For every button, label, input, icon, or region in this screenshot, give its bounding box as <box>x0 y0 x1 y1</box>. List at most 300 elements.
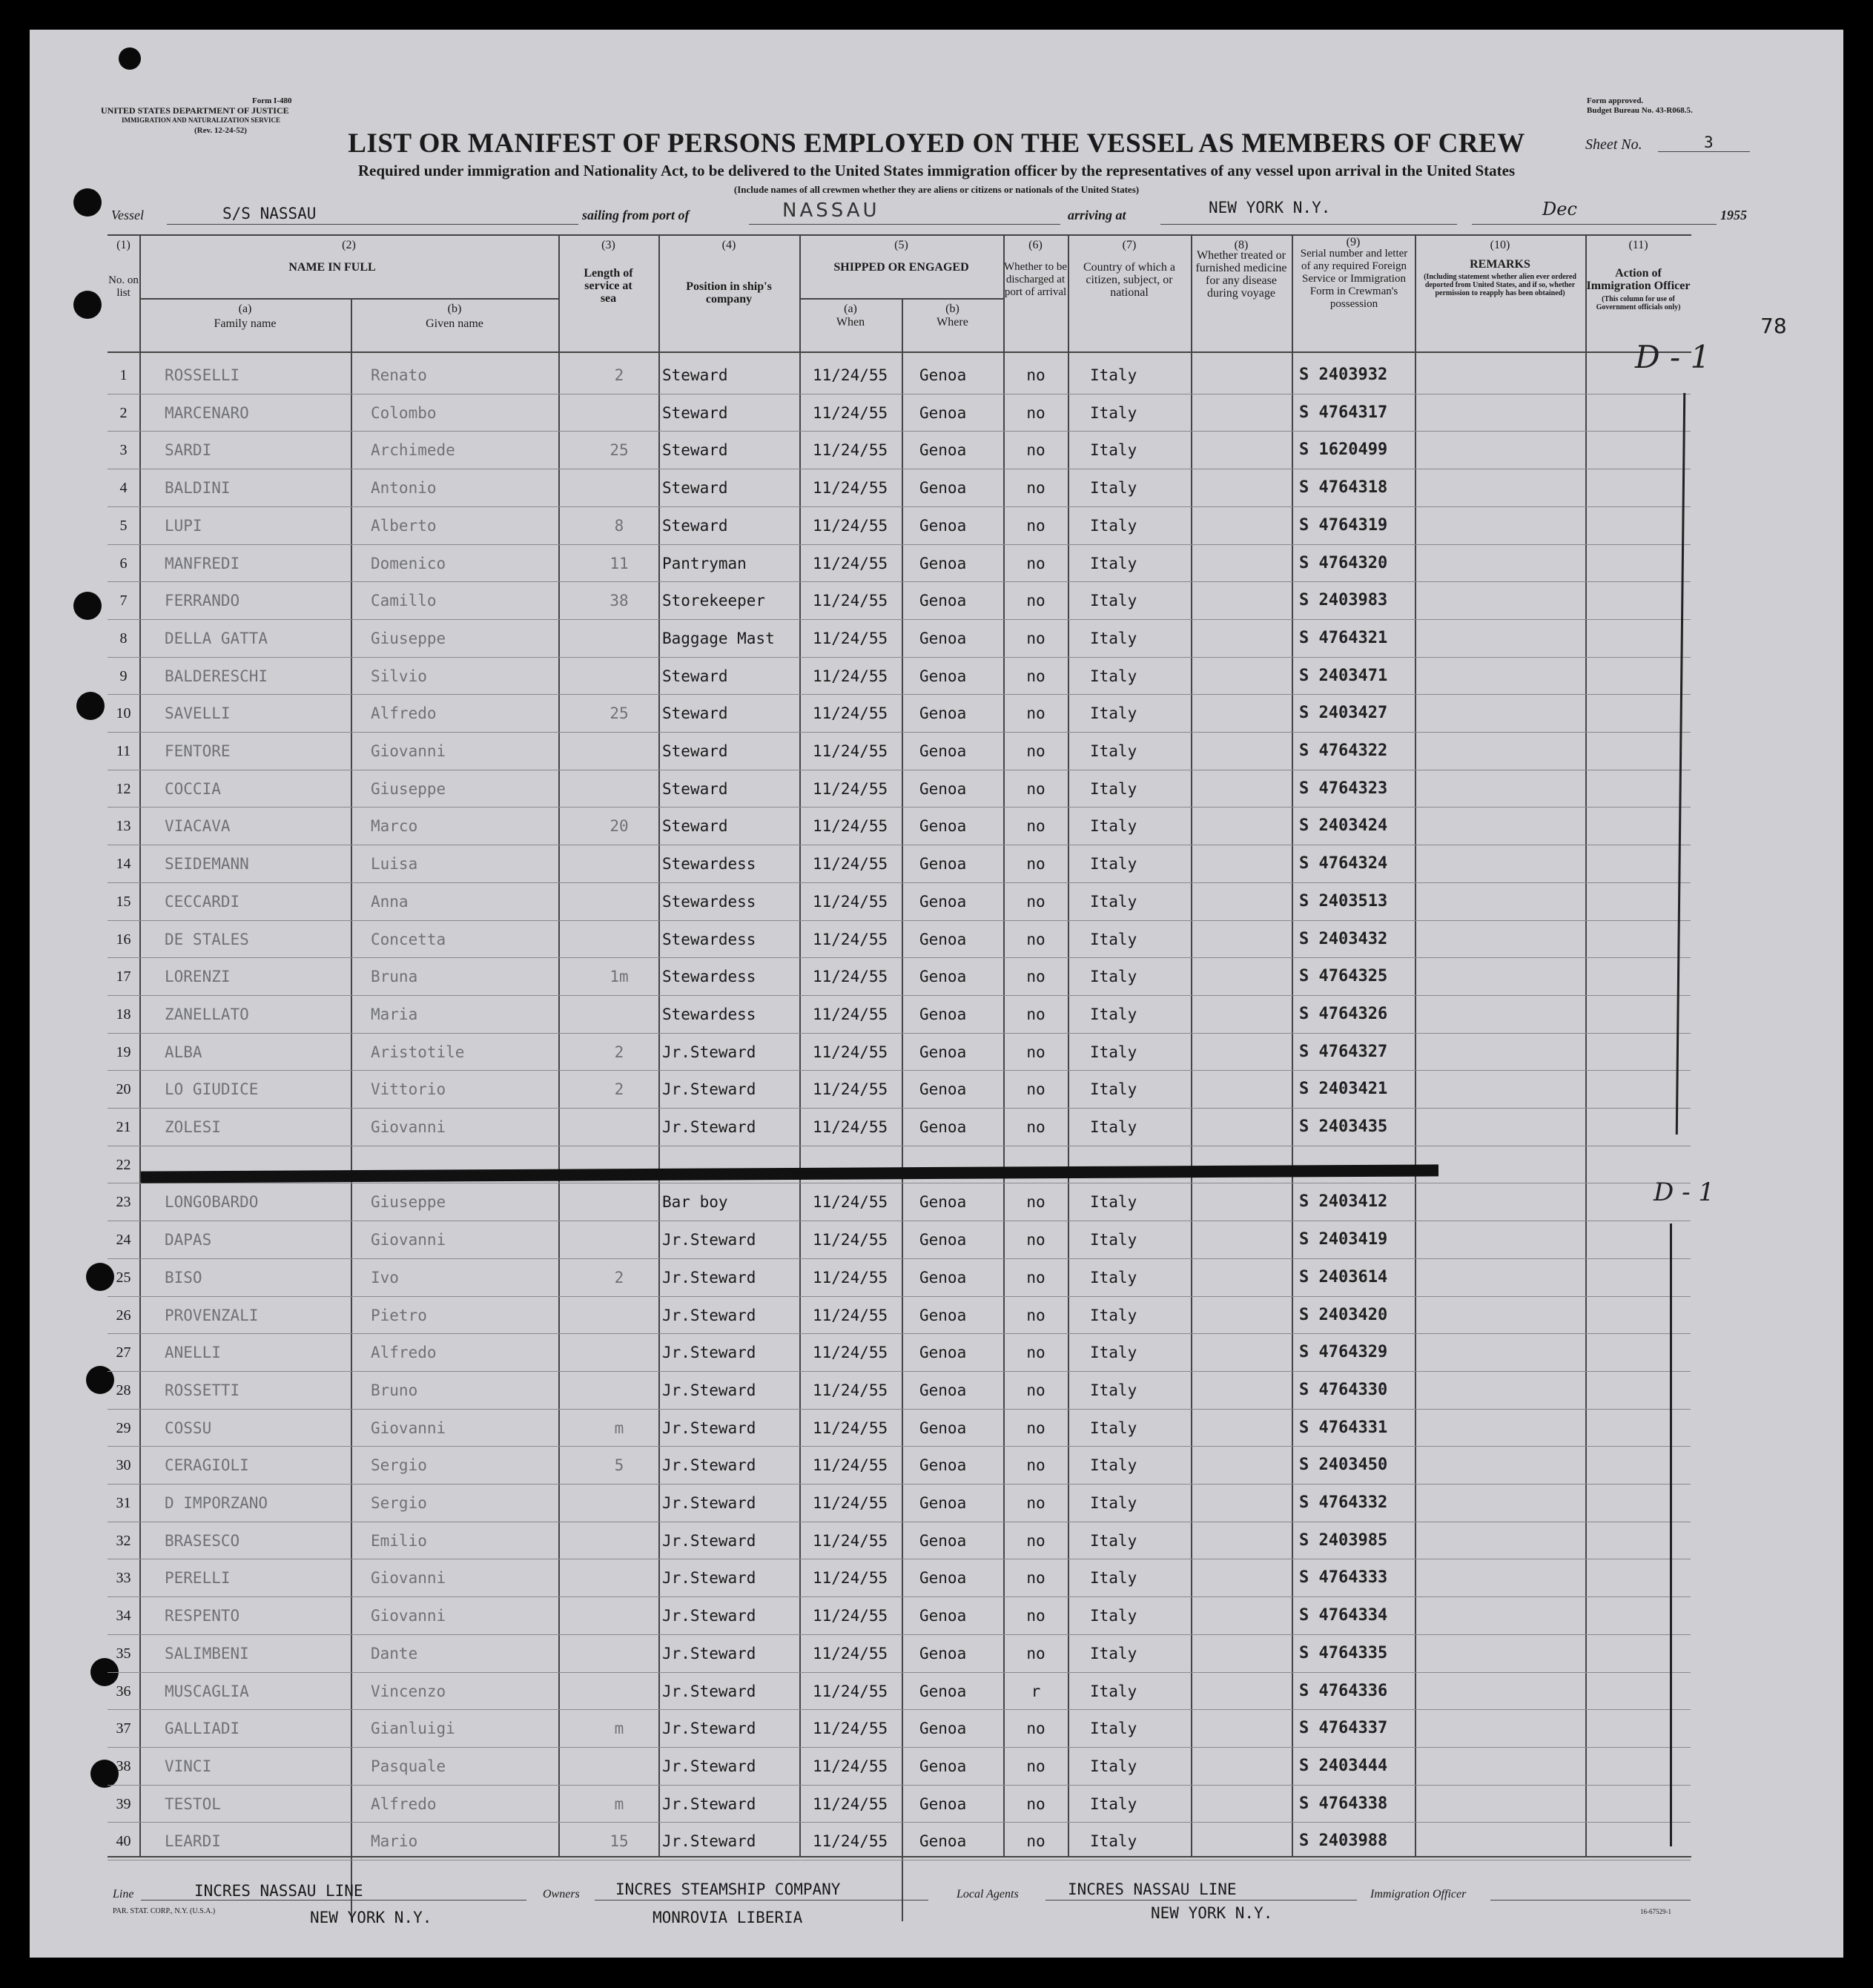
cell-family: LEARDI <box>165 1832 221 1851</box>
cell-where: Genoa <box>919 366 967 384</box>
cell-position: Jr.Steward <box>662 1118 756 1136</box>
cell-country: Italy <box>1090 366 1137 384</box>
cell-serial: S 2403988 <box>1299 1832 1388 1851</box>
cell-discharged: no <box>1026 1644 1045 1662</box>
cell-discharged: no <box>1026 1531 1045 1550</box>
agents-name: INCRES NASSAU LINE <box>1068 1880 1237 1898</box>
cell-family: D IMPORZANO <box>165 1494 268 1512</box>
cell-country: Italy <box>1090 1757 1137 1775</box>
cell-when: 11/24/55 <box>813 366 888 384</box>
cell-serial: S 4764336 <box>1299 1682 1388 1700</box>
cell-serial: S 4764319 <box>1299 516 1388 535</box>
cell-no: 16 <box>116 931 131 948</box>
cell-serial: S 4764322 <box>1299 742 1388 760</box>
row-separator <box>108 1596 1691 1597</box>
row-separator <box>108 657 1691 658</box>
cell-position: Jr.Steward <box>662 1306 756 1324</box>
cell-where: Genoa <box>919 479 967 498</box>
owners-name: INCRES STEAMSHIP COMPANY <box>615 1880 841 1898</box>
subtitle: Required under immigration and Nationality Act, to be delivered to the United States immigration officer by the representatives of any vessel upon arrival in the United States <box>357 162 1516 179</box>
col7-header: Country of which a citizen, subject, or national <box>1083 261 1175 299</box>
cell-serial: S 2403614 <box>1299 1268 1388 1287</box>
punch-hole <box>73 291 102 319</box>
form-code: 16-67529-1 <box>1640 1908 1671 1915</box>
row-separator <box>108 1108 1691 1109</box>
handwritten-mark-mid: D - 1 <box>1654 1178 1714 1207</box>
cell-position: Steward <box>662 817 728 836</box>
cell-position: Baggage Mast <box>662 629 775 647</box>
col3-header: Length of service at sea <box>584 267 633 305</box>
col-divider <box>1585 236 1587 1857</box>
cell-position: Stewardess <box>662 892 756 911</box>
cell-when: 11/24/55 <box>813 1231 888 1249</box>
cell-length: 25 <box>610 441 629 460</box>
cell-where: Genoa <box>919 441 967 460</box>
cell-where: Genoa <box>919 1644 967 1662</box>
cell-discharged: no <box>1026 1344 1045 1362</box>
cell-no: 27 <box>116 1344 131 1361</box>
cell-discharged: no <box>1026 516 1045 535</box>
cell-position: Jr.Steward <box>662 1720 756 1738</box>
cell-given: Bruno <box>371 1381 418 1399</box>
cell-family: RESPENTO <box>165 1607 240 1625</box>
row-separator <box>108 694 1691 695</box>
header-bottom <box>108 351 1691 353</box>
cell-position: Jr.Steward <box>662 1231 756 1249</box>
page-title: LIST OR MANIFEST OF PERSONS EMPLOYED ON THE VESSEL AS MEMBERS OF CREW <box>348 128 1525 159</box>
cell-discharged: no <box>1026 1794 1045 1813</box>
cell-when: 11/24/55 <box>813 1682 888 1700</box>
cell-given: Concetta <box>371 930 446 948</box>
cell-family: SAVELLI <box>165 704 231 723</box>
cell-where: Genoa <box>919 403 967 422</box>
divider <box>1658 151 1750 152</box>
handwritten-mark-top: D - 1 <box>1635 339 1711 375</box>
cell-length: 8 <box>614 516 624 535</box>
cell-family: MARCENARO <box>165 403 249 422</box>
cell-no: 21 <box>116 1119 131 1135</box>
row-separator <box>108 1296 1691 1297</box>
cell-position: Steward <box>662 516 728 535</box>
cell-position: Jr.Steward <box>662 1043 756 1061</box>
cell-discharged: no <box>1026 1832 1045 1851</box>
cell-given: Alfredo <box>371 704 437 723</box>
cell-discharged: no <box>1026 479 1045 498</box>
cell-discharged: no <box>1026 1043 1045 1061</box>
row-separator <box>108 506 1691 507</box>
cell-where: Genoa <box>919 1757 967 1775</box>
row-separator <box>108 882 1691 883</box>
cell-country: Italy <box>1090 930 1137 948</box>
cell-country: Italy <box>1090 1644 1137 1662</box>
cell-country: Italy <box>1090 1118 1137 1136</box>
cell-country: Italy <box>1090 779 1137 798</box>
col9-number: (9) <box>1346 236 1361 248</box>
line-name: INCRES NASSAU LINE <box>194 1882 363 1900</box>
cell-family: COSSU <box>165 1419 212 1437</box>
cell-position: Jr.Steward <box>662 1080 756 1099</box>
cell-position: Steward <box>662 366 728 384</box>
divider <box>1160 224 1457 225</box>
row-separator <box>108 619 1691 620</box>
cell-discharged: no <box>1026 629 1045 647</box>
cell-no: 29 <box>116 1419 131 1436</box>
cell-discharged: no <box>1026 742 1045 760</box>
divider <box>1490 1900 1691 1901</box>
cell-no: 14 <box>116 856 131 873</box>
cell-position: Jr.Steward <box>662 1682 756 1700</box>
row-separator <box>108 1446 1691 1447</box>
cell-country: Italy <box>1090 1720 1137 1738</box>
cell-no: 23 <box>116 1194 131 1211</box>
cell-when: 11/24/55 <box>813 1794 888 1813</box>
cell-length: m <box>614 1720 624 1738</box>
cell-discharged: no <box>1026 554 1045 572</box>
cell-given: Emilio <box>371 1531 427 1550</box>
handwritten-bracket-line <box>1670 1223 1672 1846</box>
cell-country: Italy <box>1090 1794 1137 1813</box>
cell-family: LONGOBARDO <box>165 1193 259 1212</box>
cell-given: Mario <box>371 1832 418 1851</box>
cell-no: 37 <box>116 1720 131 1737</box>
row-separator <box>108 957 1691 958</box>
col-divider <box>799 236 801 1857</box>
cell-no: 33 <box>116 1570 131 1587</box>
col8-number: (8) <box>1234 239 1249 251</box>
cell-serial: S 4764334 <box>1299 1607 1388 1625</box>
cell-country: Italy <box>1090 1344 1137 1362</box>
row-separator <box>108 920 1691 921</box>
cell-when: 11/24/55 <box>813 592 888 610</box>
form-approved: Form approved. <box>1587 96 1644 105</box>
cell-country: Italy <box>1090 403 1137 422</box>
cell-position: Stewardess <box>662 1005 756 1023</box>
cell-where: Genoa <box>919 1494 967 1512</box>
cell-given: Archimede <box>371 441 455 460</box>
cell-given: Domenico <box>371 554 446 572</box>
col-divider <box>139 236 141 1857</box>
cell-where: Genoa <box>919 1682 967 1700</box>
cell-given: Pietro <box>371 1306 427 1324</box>
cell-position: Jr.Steward <box>662 1569 756 1588</box>
cell-serial: S 1620499 <box>1299 441 1388 460</box>
cell-where: Genoa <box>919 667 967 685</box>
cell-serial: S 4764317 <box>1299 403 1388 422</box>
sheet-label: Sheet No. <box>1585 136 1642 153</box>
cell-serial: S 2403983 <box>1299 592 1388 610</box>
cell-family: VINCI <box>165 1757 212 1775</box>
cell-discharged: no <box>1026 1381 1045 1399</box>
cell-where: Genoa <box>919 855 967 874</box>
cell-country: Italy <box>1090 554 1137 572</box>
cell-given: Giovanni <box>371 1118 446 1136</box>
cell-when: 11/24/55 <box>813 1494 888 1512</box>
cell-discharged: no <box>1026 1569 1045 1588</box>
cell-no: 5 <box>119 517 128 534</box>
cell-no: 18 <box>116 1005 131 1023</box>
cell-length: 25 <box>610 704 629 723</box>
col11-subheader: (This column for use of Government officials only) <box>1596 295 1681 311</box>
cell-serial: S 4764332 <box>1299 1494 1388 1512</box>
cell-country: Italy <box>1090 742 1137 760</box>
agents-city: NEW YORK N.Y. <box>1151 1904 1273 1922</box>
cell-no: 35 <box>116 1645 131 1662</box>
cell-when: 11/24/55 <box>813 855 888 874</box>
cell-when: 11/24/55 <box>813 1569 888 1588</box>
cell-discharged: no <box>1026 366 1045 384</box>
cell-position: Jr.Steward <box>662 1644 756 1662</box>
cell-no: 34 <box>116 1608 131 1625</box>
col2b-header: Given name <box>426 317 483 330</box>
cell-serial: S 2403432 <box>1299 930 1388 948</box>
col10-header: REMARKS <box>1470 258 1530 271</box>
cell-where: Genoa <box>919 1607 967 1625</box>
cell-given: Giovanni <box>371 742 446 760</box>
cell-discharged: no <box>1026 1268 1045 1287</box>
cell-discharged: no <box>1026 1456 1045 1475</box>
cell-length: 20 <box>610 817 629 836</box>
cell-no: 25 <box>116 1269 131 1286</box>
cell-discharged: no <box>1026 1494 1045 1512</box>
cell-position: Steward <box>662 779 728 798</box>
cell-given: Vincenzo <box>371 1682 446 1700</box>
cell-discharged: r <box>1031 1682 1041 1700</box>
cell-given: Silvio <box>371 667 427 685</box>
divider <box>749 224 1060 225</box>
cell-where: Genoa <box>919 1720 967 1738</box>
cell-country: Italy <box>1090 592 1137 610</box>
punch-hole <box>73 592 102 620</box>
line-city: NEW YORK N.Y. <box>310 1909 432 1926</box>
row-separator <box>108 1371 1691 1372</box>
cell-country: Italy <box>1090 892 1137 911</box>
cell-country: Italy <box>1090 1607 1137 1625</box>
cell-position: Bar boy <box>662 1193 728 1212</box>
col8-header: Whether treated or furnished medicine for any disease during voyage <box>1195 249 1287 300</box>
cell-where: Genoa <box>919 1531 967 1550</box>
cell-family: BALDINI <box>165 479 231 498</box>
cell-where: Genoa <box>919 742 967 760</box>
col4-header: Position in ship's company <box>686 280 772 306</box>
department: UNITED STATES DEPARTMENT OF JUSTICE <box>101 105 289 116</box>
cell-family: GALLIADI <box>165 1720 240 1738</box>
cell-position: Jr.Steward <box>662 1531 756 1550</box>
cell-discharged: no <box>1026 592 1045 610</box>
cell-given: Sergio <box>371 1494 427 1512</box>
cell-discharged: no <box>1026 930 1045 948</box>
cell-position: Jr.Steward <box>662 1268 756 1287</box>
cell-when: 11/24/55 <box>813 968 888 986</box>
cell-serial: S 2403420 <box>1299 1306 1388 1324</box>
cell-discharged: no <box>1026 855 1045 874</box>
cell-where: Genoa <box>919 1344 967 1362</box>
cell-position: Jr.Steward <box>662 1419 756 1437</box>
cell-family: PROVENZALI <box>165 1306 259 1324</box>
cell-country: Italy <box>1090 1005 1137 1023</box>
cell-country: Italy <box>1090 1832 1137 1851</box>
cell-discharged: no <box>1026 441 1045 460</box>
cell-serial: S 4764329 <box>1299 1344 1388 1362</box>
printer: PAR. STAT. CORP., N.Y. (U.S.A.) <box>113 1907 216 1915</box>
cell-family: FERRANDO <box>165 592 240 610</box>
cell-no: 3 <box>119 442 128 459</box>
cell-country: Italy <box>1090 516 1137 535</box>
cell-no: 39 <box>116 1795 131 1812</box>
cell-family: ALBA <box>165 1043 202 1061</box>
cell-where: Genoa <box>919 968 967 986</box>
row-separator <box>108 1333 1691 1334</box>
cell-when: 11/24/55 <box>813 1419 888 1437</box>
cell-where: Genoa <box>919 1794 967 1813</box>
cell-serial: S 2403412 <box>1299 1193 1388 1212</box>
cell-serial: S 4764324 <box>1299 855 1388 874</box>
cell-discharged: no <box>1026 1231 1045 1249</box>
cell-country: Italy <box>1090 817 1137 836</box>
cell-when: 11/24/55 <box>813 479 888 498</box>
cell-serial: S 4764323 <box>1299 779 1388 798</box>
cell-when: 11/24/55 <box>813 441 888 460</box>
cell-when: 11/24/55 <box>813 1531 888 1550</box>
cell-when: 11/24/55 <box>813 403 888 422</box>
col2a-header: Family name <box>214 317 277 330</box>
cell-serial: S 4764327 <box>1299 1043 1388 1061</box>
cell-position: Stewardess <box>662 855 756 874</box>
cell-when: 11/24/55 <box>813 1306 888 1324</box>
cell-country: Italy <box>1090 1456 1137 1475</box>
cell-family: DE STALES <box>165 930 249 948</box>
cell-when: 11/24/55 <box>813 1080 888 1099</box>
vessel-label: Vessel <box>111 208 144 222</box>
cell-serial: S 2403985 <box>1299 1531 1388 1550</box>
cell-when: 11/24/55 <box>813 1720 888 1738</box>
cell-family: BISO <box>165 1268 202 1287</box>
cell-family: PERELLI <box>165 1569 231 1588</box>
cell-family: ANELLI <box>165 1344 221 1362</box>
cell-given: Renato <box>371 366 427 384</box>
cell-where: Genoa <box>919 1118 967 1136</box>
cell-position: Steward <box>662 742 728 760</box>
cell-where: Genoa <box>919 704 967 723</box>
cell-discharged: no <box>1026 892 1045 911</box>
cell-no: 6 <box>119 555 128 572</box>
subheader-line <box>799 298 1003 300</box>
cell-where: Genoa <box>919 1832 967 1851</box>
cell-serial: S 2403471 <box>1299 667 1388 685</box>
cell-country: Italy <box>1090 479 1137 498</box>
cell-where: Genoa <box>919 1231 967 1249</box>
row-separator <box>108 1822 1691 1823</box>
cell-no: 24 <box>116 1232 131 1249</box>
line-label: Line <box>113 1888 134 1901</box>
row-separator <box>108 544 1691 545</box>
cell-when: 11/24/55 <box>813 516 888 535</box>
cell-given: Dante <box>371 1644 418 1662</box>
cell-given: Alfredo <box>371 1344 437 1362</box>
subheader-line <box>139 298 558 300</box>
cell-country: Italy <box>1090 1494 1137 1512</box>
cell-no: 38 <box>116 1757 131 1774</box>
service: IMMIGRATION AND NATURALIZATION SERVICE <box>122 116 280 124</box>
cell-country: Italy <box>1090 441 1137 460</box>
cell-serial: S 2403932 <box>1299 366 1388 384</box>
cell-serial: S 4764325 <box>1299 968 1388 986</box>
cell-serial: S 4764335 <box>1299 1644 1388 1662</box>
cell-no: 36 <box>116 1682 131 1700</box>
cell-country: Italy <box>1090 968 1137 986</box>
cell-where: Genoa <box>919 817 967 836</box>
cell-country: Italy <box>1090 1043 1137 1061</box>
arrival-date: Dec <box>1542 199 1577 219</box>
cell-where: Genoa <box>919 516 967 535</box>
cell-serial: S 2403421 <box>1299 1080 1388 1099</box>
cell-when: 11/24/55 <box>813 554 888 572</box>
cell-length: 15 <box>610 1832 629 1851</box>
col-divider <box>658 236 660 1857</box>
cell-position: Steward <box>662 479 728 498</box>
cell-discharged: no <box>1026 403 1045 422</box>
row-separator <box>108 1785 1691 1786</box>
cell-when: 11/24/55 <box>813 1381 888 1399</box>
row-separator <box>108 581 1691 582</box>
cell-serial: S 2403450 <box>1299 1456 1388 1475</box>
cell-where: Genoa <box>919 1268 967 1287</box>
cell-when: 11/24/55 <box>813 1005 888 1023</box>
cell-country: Italy <box>1090 1080 1137 1099</box>
col5a-header: When <box>836 316 865 328</box>
cell-no: 20 <box>116 1081 131 1098</box>
note: (Include names of all crewmen whether they are aliens or citizens or nationals of the United States) <box>733 184 1140 195</box>
cell-where: Genoa <box>919 629 967 647</box>
cell-family: TESTOL <box>165 1794 221 1813</box>
sailing-port: NASSAU <box>782 199 880 222</box>
cell-length: 38 <box>610 592 629 610</box>
cell-where: Genoa <box>919 1381 967 1399</box>
cell-no: 31 <box>116 1495 131 1511</box>
cell-when: 11/24/55 <box>813 629 888 647</box>
cell-given: Maria <box>371 1005 418 1023</box>
cell-where: Genoa <box>919 1193 967 1212</box>
col2a-number: (a) <box>238 303 252 315</box>
cell-given: Vittorio <box>371 1080 446 1099</box>
cell-given: Giovanni <box>371 1231 446 1249</box>
cell-discharged: no <box>1026 704 1045 723</box>
cell-family: MUSCAGLIA <box>165 1682 249 1700</box>
cell-length: 5 <box>614 1456 624 1475</box>
col1-header: No. on list <box>108 274 139 299</box>
cell-family: DELLA GATTA <box>165 629 268 647</box>
cell-country: Italy <box>1090 629 1137 647</box>
cell-family: DAPAS <box>165 1231 212 1249</box>
cell-length: m <box>614 1794 624 1813</box>
cell-when: 11/24/55 <box>813 1607 888 1625</box>
col2-header: NAME IN FULL <box>288 261 376 274</box>
cell-family: COCCIA <box>165 779 221 798</box>
cell-discharged: no <box>1026 1193 1045 1212</box>
cell-given: Giuseppe <box>371 1193 446 1212</box>
col3-number: (3) <box>601 239 615 251</box>
cell-serial: S 2403513 <box>1299 892 1388 911</box>
col-divider <box>1415 236 1416 1857</box>
cell-position: Jr.Steward <box>662 1344 756 1362</box>
cell-length: 1m <box>610 968 629 986</box>
cell-when: 11/24/55 <box>813 1043 888 1061</box>
cell-family: SEIDEMANN <box>165 855 249 874</box>
col5b-header: Where <box>936 316 968 328</box>
cell-when: 11/24/55 <box>813 1757 888 1775</box>
cell-discharged: no <box>1026 817 1045 836</box>
cell-position: Jr.Steward <box>662 1494 756 1512</box>
row-separator <box>108 1634 1691 1635</box>
